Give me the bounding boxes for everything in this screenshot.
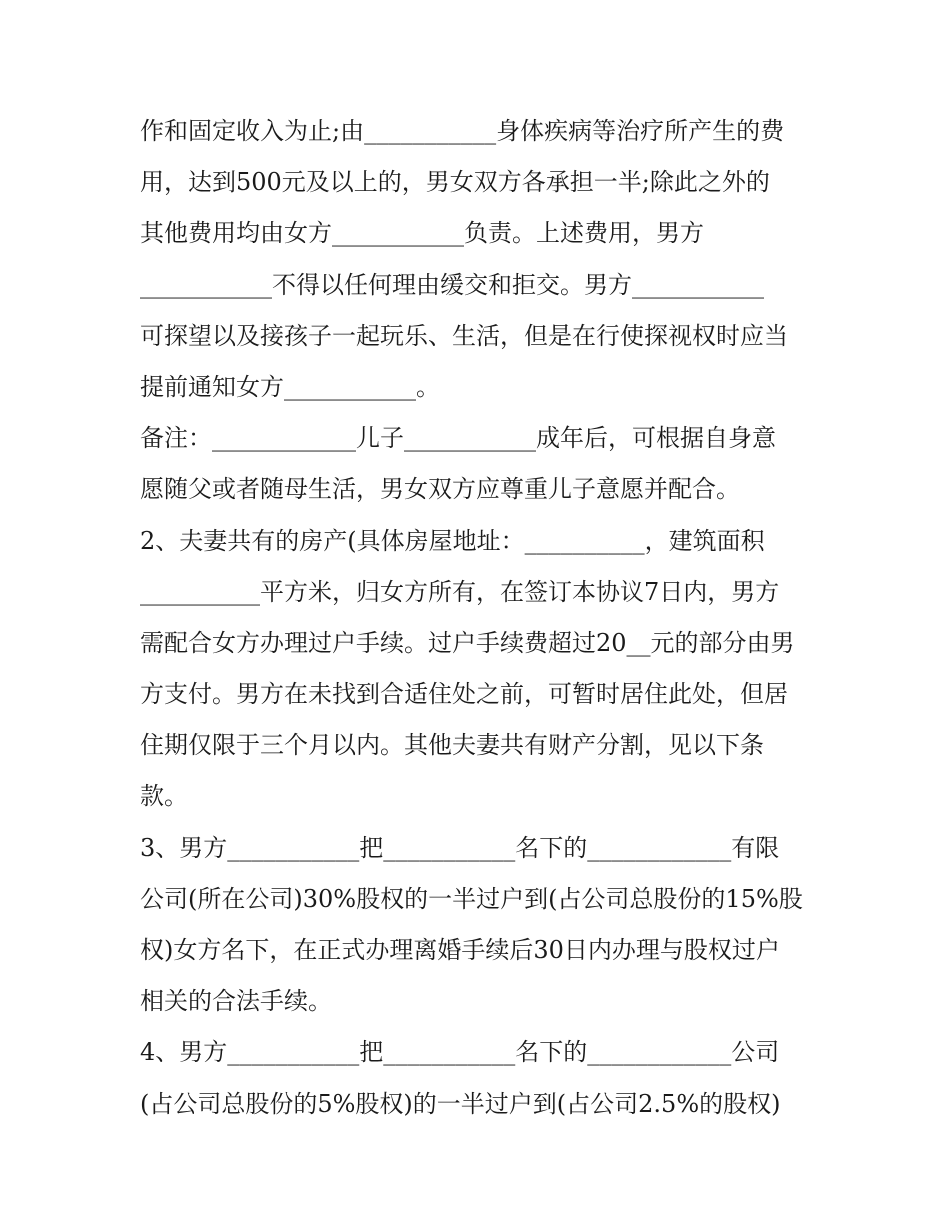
- text-line-10: __________平方米，归女方所有，在签订本协议7日内，男方: [140, 577, 780, 606]
- text-line-2: 用，达到500元及以上的，男女双方各承担一半;除此之外的: [140, 168, 770, 197]
- text-line-16: 公司(所在公司)30%股权的一半过户到(占公司总股份的15%股: [140, 884, 803, 913]
- text-line-15: 3、男方___________把___________名下的____________有限: [140, 833, 780, 862]
- text-line-9: 2、夫妻共有的房产(具体房屋地址：__________，建筑面积: [140, 526, 765, 555]
- text-line-5: 可探望以及接孩子一起玩乐、生活，但是在行使探视权时应当: [140, 321, 788, 350]
- text-line-7: 备注：____________儿子___________成年后，可根据自身意: [140, 424, 776, 453]
- text-line-19: 4、男方___________把___________名下的____________公司: [140, 1038, 780, 1067]
- agreement-text: [140, 106, 820, 1130]
- text-line-12: 方支付。男方在未找到合适住处之前，可暂时居住此处，但居: [140, 680, 788, 709]
- text-line-4: ___________不得以任何理由缓交和拒交。男方___________: [140, 270, 764, 299]
- text-line-6: 提前通知女方___________。: [140, 372, 440, 401]
- text-line-11: 需配合女方办理过户手续。过户手续费超过20__元的部分由男: [140, 628, 795, 657]
- text-line-13: 住期仅限于三个月以内。其他夫妻共有财产分割，见以下条: [140, 731, 764, 760]
- text-line-8: 愿随父或者随母生活，男女双方应尊重儿子意愿并配合。: [140, 475, 740, 504]
- text-line-18: 相关的合法手续。: [140, 987, 332, 1016]
- text-line-20: (占公司总股份的5%股权)的一半过户到(占公司2.5%的股权): [140, 1089, 781, 1118]
- text-line-3: 其他费用均由女方___________负责。上述费用，男方: [140, 219, 704, 248]
- text-line-17: 权)女方名下，在正式办理离婚手续后30日内办理与股权过户: [140, 936, 780, 964]
- text-line-1: 作和固定收入为止;由___________身体疾病等治疗所产生的费: [140, 117, 785, 145]
- text-line-14: 款。: [140, 782, 188, 811]
